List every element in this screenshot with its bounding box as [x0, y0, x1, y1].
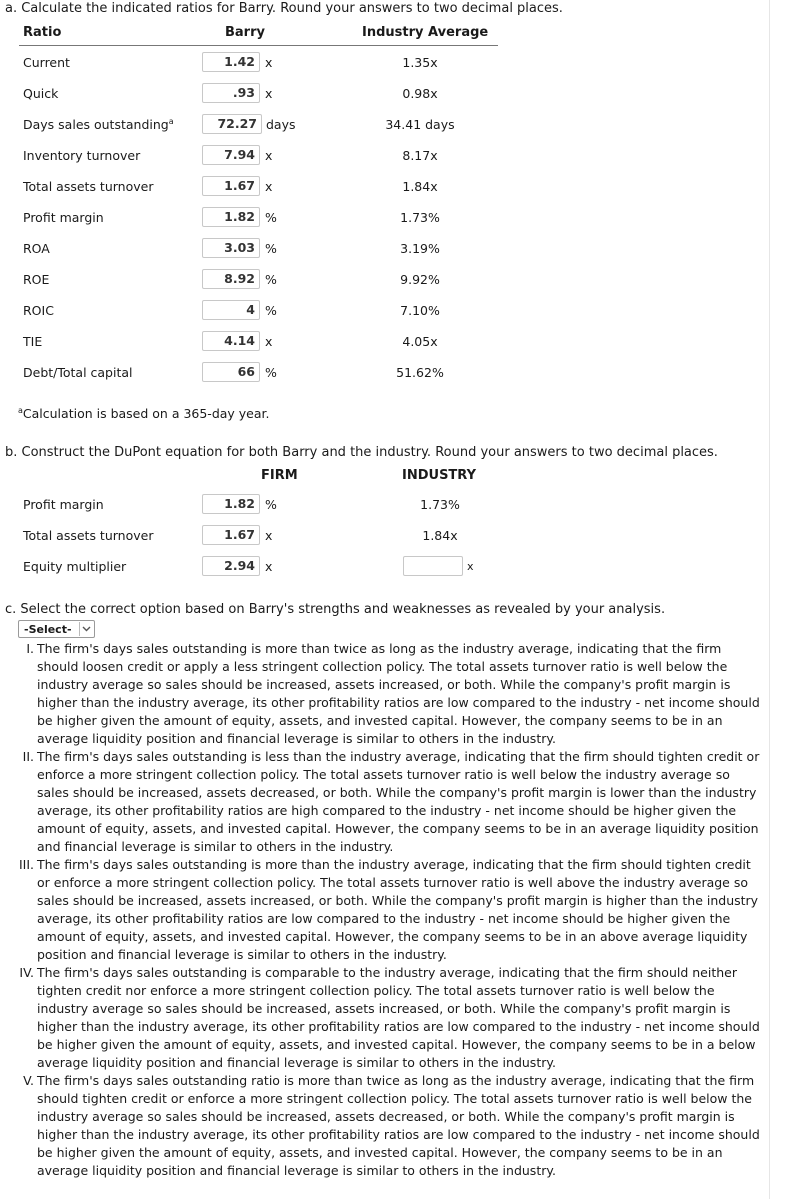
industry-value: 9.92% [400, 272, 440, 287]
option-iii [18, 856, 766, 964]
unit: x [265, 528, 273, 543]
option-line: industry average so sales should be increased, assets increased, or both. While the company's profit margin is [37, 1001, 731, 1016]
unit: % [265, 365, 277, 380]
barry-roic-input[interactable]: 4 [202, 300, 260, 320]
firm-profit-margin-input[interactable]: 1.82 [202, 494, 260, 514]
ratio-label: Inventory turnover [23, 148, 141, 163]
firm-equity-multiplier-input[interactable]: 2.94 [202, 556, 260, 576]
barry-total-assets-turnover-input[interactable]: 1.67 [202, 176, 260, 196]
barry-debt-total-capital-input[interactable]: 66 [202, 362, 260, 382]
option-line: tighten credit nor enforce a more stringent collection policy. The total assets turnover ratio is well below the [37, 983, 715, 998]
industry-equity-multiplier-input[interactable] [403, 556, 463, 576]
header-firm: FIRM [261, 468, 298, 483]
option-line: The firm's days sales outstanding is less than the industry average, indicating that the firm should tighten credit or [37, 749, 760, 764]
option-line: or enforce a more stringent collection policy. The total assets turnover ratio is well above the industry average so [37, 875, 748, 890]
industry-value: 3.19% [400, 241, 440, 256]
barry-roe-input[interactable]: 8.92 [202, 269, 260, 289]
industry-value: 34.41 days [385, 117, 455, 132]
industry-value: 7.10% [400, 303, 440, 318]
barry-dso-input[interactable]: 72.27 [202, 114, 262, 134]
footnote-marker: a [168, 117, 174, 126]
option-line: average liquidity position and financial leverage is similar to others in the industry. [37, 731, 556, 746]
ratio-label: ROE [23, 272, 50, 287]
unit: x [265, 334, 273, 349]
option-line: be higher given the amount of equity, assets, and invested capital. However, the company seems to be in a below [37, 1037, 756, 1052]
option-line: sales should be increased, assets increased, or both. While the company's profit margin is higher than the industry [37, 893, 759, 908]
ratio-label-dso [23, 117, 174, 132]
ratio-label: ROA [23, 241, 50, 256]
dupont-label: Total assets turnover [23, 528, 154, 543]
option-number: III. [18, 857, 34, 872]
option-v [18, 1072, 766, 1180]
industry-value: 1.73% [420, 497, 460, 512]
unit: % [265, 303, 277, 318]
option-line: should loosen credit or apply a less stringent collection policy. The total assets turnover ratio is well below the [37, 659, 728, 674]
barry-roa-input[interactable]: 3.03 [202, 238, 260, 258]
ratio-label: Total assets turnover [23, 179, 154, 194]
option-line: average, its other profitability ratios are high compared to the industry - net income should be higher given the [37, 803, 737, 818]
dupont-label: Profit margin [23, 497, 104, 512]
option-line: higher than the industry average, its other profitability ratios are low compared to the industry - net income should [37, 1019, 760, 1034]
option-line: The firm's days sales outstanding is more than twice as long as the industry average, indicating that the firm [37, 641, 722, 656]
option-line: position and financial leverage is similar to others in the industry. [37, 947, 447, 962]
option-line: be higher given the amount of equity, assets, and invested capital. However, the company seems to be in an [37, 713, 723, 728]
ratio-label: Profit margin [23, 210, 104, 225]
industry-value: 0.98x [402, 86, 438, 101]
option-line: average, its other profitability ratios are low compared to the industry - net income should be higher given the [37, 911, 731, 926]
footnote-text: Calculation is based on a 365-day year. [22, 406, 270, 422]
unit: % [265, 210, 277, 225]
option-number: IV. [19, 965, 34, 980]
ratio-label: Days sales outstanding [23, 117, 169, 133]
option-line: higher than the industry average, its other profitability ratios are low compared to the industry - net income should [37, 1127, 760, 1142]
industry-value: 1.84x [402, 179, 438, 194]
unit: x [467, 560, 474, 573]
header-barry: Barry [225, 25, 265, 40]
unit: x [265, 148, 273, 163]
option-line: industry average so sales should be increased, assets decreased, or both. While the company's profit margin is [37, 1109, 735, 1124]
option-line: average liquidity position and financial leverage is similar to others in the industry. [37, 1163, 556, 1178]
option-line: average liquidity position and financial leverage is similar to others in the industry. [37, 1055, 556, 1070]
unit: x [265, 179, 273, 194]
barry-quick-input[interactable]: .93 [202, 83, 260, 103]
unit: x [265, 559, 273, 574]
ratio-label: TIE [23, 334, 43, 349]
barry-tie-input[interactable]: 4.14 [202, 331, 260, 351]
part-a-question: a. Calculate the indicated ratios for Barry. Round your answers to two decimal places. [5, 1, 563, 16]
dupont-label: Equity multiplier [23, 559, 127, 574]
footnote-mark: a [18, 406, 23, 415]
answer-select[interactable] [18, 620, 95, 638]
unit: x [265, 55, 273, 70]
option-iv [18, 964, 766, 1072]
option-i [18, 640, 766, 748]
barry-inventory-turnover-input[interactable]: 7.94 [202, 145, 260, 165]
ratio-label: Debt/Total capital [23, 365, 133, 380]
option-number: V. [23, 1073, 34, 1088]
option-line: The firm's days sales outstanding is comparable to the industry average, indicating that the firm should neither [37, 965, 737, 980]
option-ii [18, 748, 766, 856]
ratio-label: Current [23, 55, 70, 70]
industry-value: 1.84x [422, 528, 458, 543]
option-line: enforce a more stringent collection policy. The total assets turnover ratio is well below the industry average so [37, 767, 730, 782]
industry-value: 1.35x [402, 55, 438, 70]
firm-total-assets-turnover-input[interactable]: 1.67 [202, 525, 260, 545]
option-line: amount of equity, assets, and invested capital. However, the company seems to be in an above average liquidity [37, 929, 748, 944]
option-line: industry average so sales should be increased, assets increased, or both. While the company's profit margin is [37, 677, 731, 692]
footnote [18, 406, 270, 421]
option-line: The firm's days sales outstanding ratio is more than twice as long as the industry average, indicating that the firm [37, 1073, 755, 1088]
option-line: be higher given the amount of equity, assets, and invested capital. However, the company seems to be in an [37, 1145, 723, 1160]
select-value: -Select- [24, 623, 72, 636]
option-line: higher than the industry average, its other profitability ratios are low compared to the industry - net income should [37, 695, 760, 710]
ratio-label: Quick [23, 86, 59, 101]
barry-profit-margin-input[interactable]: 1.82 [202, 207, 260, 227]
option-number: I. [26, 641, 34, 656]
part-b-question: b. Construct the DuPont equation for both Barry and the industry. Round your answers to two decimal places. [5, 445, 718, 460]
unit: x [265, 86, 273, 101]
ratio-label: ROIC [23, 303, 54, 318]
chevron-down-icon [79, 622, 93, 636]
header-divider [19, 45, 498, 46]
option-line: amount of equity, assets, and invested capital. However, the company seems to be in an average liquidity position [37, 821, 759, 836]
option-number: II. [22, 749, 34, 764]
part-c-question: c. Select the correct option based on Barry's strengths and weaknesses as revealed by your analysis. [5, 602, 666, 617]
option-line: sales should be increased, assets decreased, or both. While the company's profit margin is lower than the industry [37, 785, 757, 800]
unit: % [265, 272, 277, 287]
unit: days [266, 117, 296, 132]
header-industry-average: Industry Average [362, 25, 489, 40]
option-line: should tighten credit or enforce a more stringent collection policy. The total assets turnover ratio is well below the [37, 1091, 752, 1106]
unit: % [265, 497, 277, 512]
industry-value: 51.62% [396, 365, 444, 380]
industry-value: 8.17x [402, 148, 438, 163]
industry-value: 4.05x [402, 334, 438, 349]
header-ratio: Ratio [23, 25, 62, 40]
barry-current-input[interactable]: 1.42 [202, 52, 260, 72]
option-line: and financial leverage is similar to others in the industry. [37, 839, 394, 854]
page-edge-divider [769, 0, 770, 1199]
industry-value: 1.73% [400, 210, 440, 225]
option-line: The firm's days sales outstanding is more than the industry average, indicating that the firm should tighten credit [37, 857, 751, 872]
header-industry: INDUSTRY [402, 468, 477, 483]
unit: % [265, 241, 277, 256]
